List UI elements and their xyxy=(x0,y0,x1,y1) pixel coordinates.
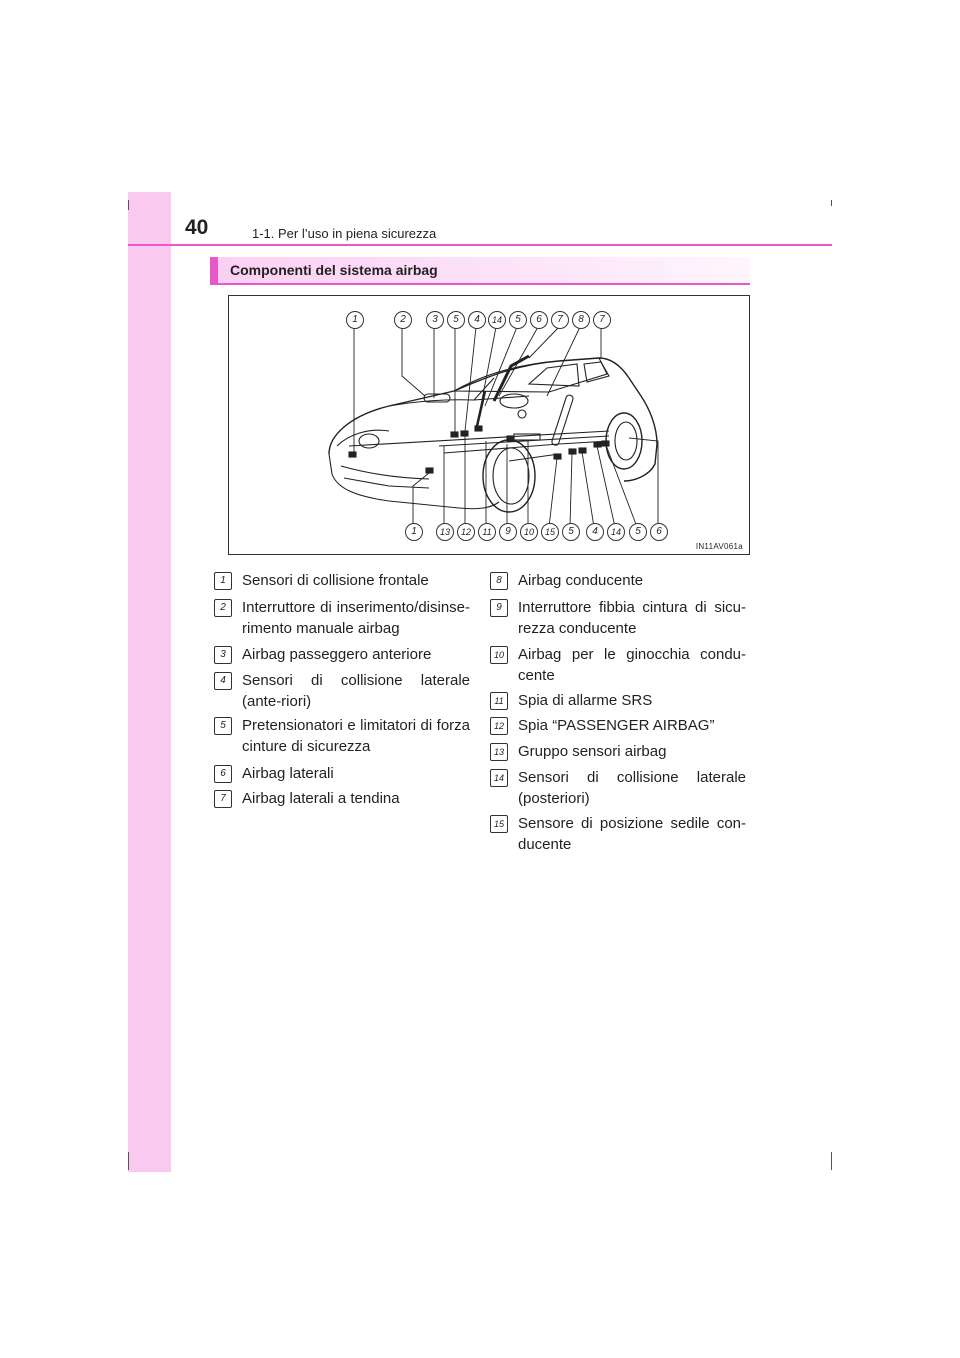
legend-text-8: Airbag conducente xyxy=(518,572,644,589)
legend-text-14: Sensori di collisione laterale (posteriori) xyxy=(518,769,746,807)
callout-5: 5 xyxy=(509,311,527,329)
legend-badge-4: 4 xyxy=(214,672,232,690)
page-number: 40 xyxy=(185,216,209,239)
figure-code: IN11AV061a xyxy=(695,542,743,551)
callout-8: 8 xyxy=(572,311,590,329)
callout-5: 5 xyxy=(447,311,465,329)
header-rule xyxy=(128,244,832,246)
legend-badge-14: 14 xyxy=(490,769,508,787)
callout-12: 12 xyxy=(457,523,475,541)
legend-badge-3: 3 xyxy=(214,646,232,664)
legend-badge-1: 1 xyxy=(214,572,232,590)
section-header: 1-1. Per l’uso in piena sicurezza xyxy=(252,226,437,241)
crop-mark xyxy=(831,200,832,206)
side-color-strip xyxy=(128,192,171,1172)
legend-badge-6: 6 xyxy=(214,765,232,783)
legend-text-4: Sensori di collisione laterale (ante-riori) xyxy=(242,672,470,710)
legend-badge-5: 5 xyxy=(214,717,232,735)
callout-5: 5 xyxy=(562,523,580,541)
legend-text-6: Airbag laterali xyxy=(242,765,334,782)
callout-14: 14 xyxy=(488,311,506,329)
legend-text-1: Sensori di collisione frontale xyxy=(242,572,429,589)
legend-badge-11: 11 xyxy=(490,692,508,710)
legend-text-12: Spia “PASSENGER AIRBAG” xyxy=(518,717,715,734)
section-title-bar xyxy=(210,257,750,285)
callout-9: 9 xyxy=(499,523,517,541)
legend-badge-7: 7 xyxy=(214,790,232,808)
callout-4: 4 xyxy=(586,523,604,541)
callout-3: 3 xyxy=(426,311,444,329)
callout-11: 11 xyxy=(478,523,496,541)
callout-13: 13 xyxy=(436,523,454,541)
legend-text-2: Interruttore di inserimento/disinse-rimento manuale airbag xyxy=(242,599,470,637)
legend-text-3: Airbag passeggero anteriore xyxy=(242,646,432,663)
legend-badge-9: 9 xyxy=(490,599,508,617)
legend-text-5: Pretensionatori e limitatori di forza cinture di sicurezza xyxy=(242,717,470,755)
legend-text-13: Gruppo sensori airbag xyxy=(518,743,667,760)
callout-2: 2 xyxy=(394,311,412,329)
callout-4: 4 xyxy=(468,311,486,329)
callout-1: 1 xyxy=(405,523,423,541)
legend-badge-2: 2 xyxy=(214,599,232,617)
callout-7: 7 xyxy=(551,311,569,329)
legend-badge-10: 10 xyxy=(490,646,508,664)
callout-10: 10 xyxy=(520,523,538,541)
callout-6: 6 xyxy=(530,311,548,329)
legend-text-9: Interruttore fibbia cintura di sicu-rezza conducente xyxy=(518,599,746,637)
crop-mark xyxy=(128,200,129,210)
crop-mark xyxy=(831,1152,832,1170)
callout-1: 1 xyxy=(346,311,364,329)
legend-text-7: Airbag laterali a tendina xyxy=(242,790,400,807)
airbag-components-figure xyxy=(228,295,750,555)
legend-text-15: Sensore di posizione sedile con-ducente xyxy=(518,815,746,853)
legend-badge-13: 13 xyxy=(490,743,508,761)
section-title: Componenti del sistema airbag xyxy=(230,262,438,278)
crop-mark xyxy=(128,1152,129,1170)
legend-text-11: Spia di allarme SRS xyxy=(518,692,653,709)
callout-14: 14 xyxy=(607,523,625,541)
callout-5: 5 xyxy=(629,523,647,541)
title-accent xyxy=(210,257,218,285)
callout-6: 6 xyxy=(650,523,668,541)
car-illustration xyxy=(229,296,749,554)
legend-badge-15: 15 xyxy=(490,815,508,833)
callout-7: 7 xyxy=(593,311,611,329)
legend-text-10: Airbag per le ginocchia condu-cente xyxy=(518,646,746,684)
legend-badge-8: 8 xyxy=(490,572,508,590)
legend-badge-12: 12 xyxy=(490,717,508,735)
callout-15: 15 xyxy=(541,523,559,541)
